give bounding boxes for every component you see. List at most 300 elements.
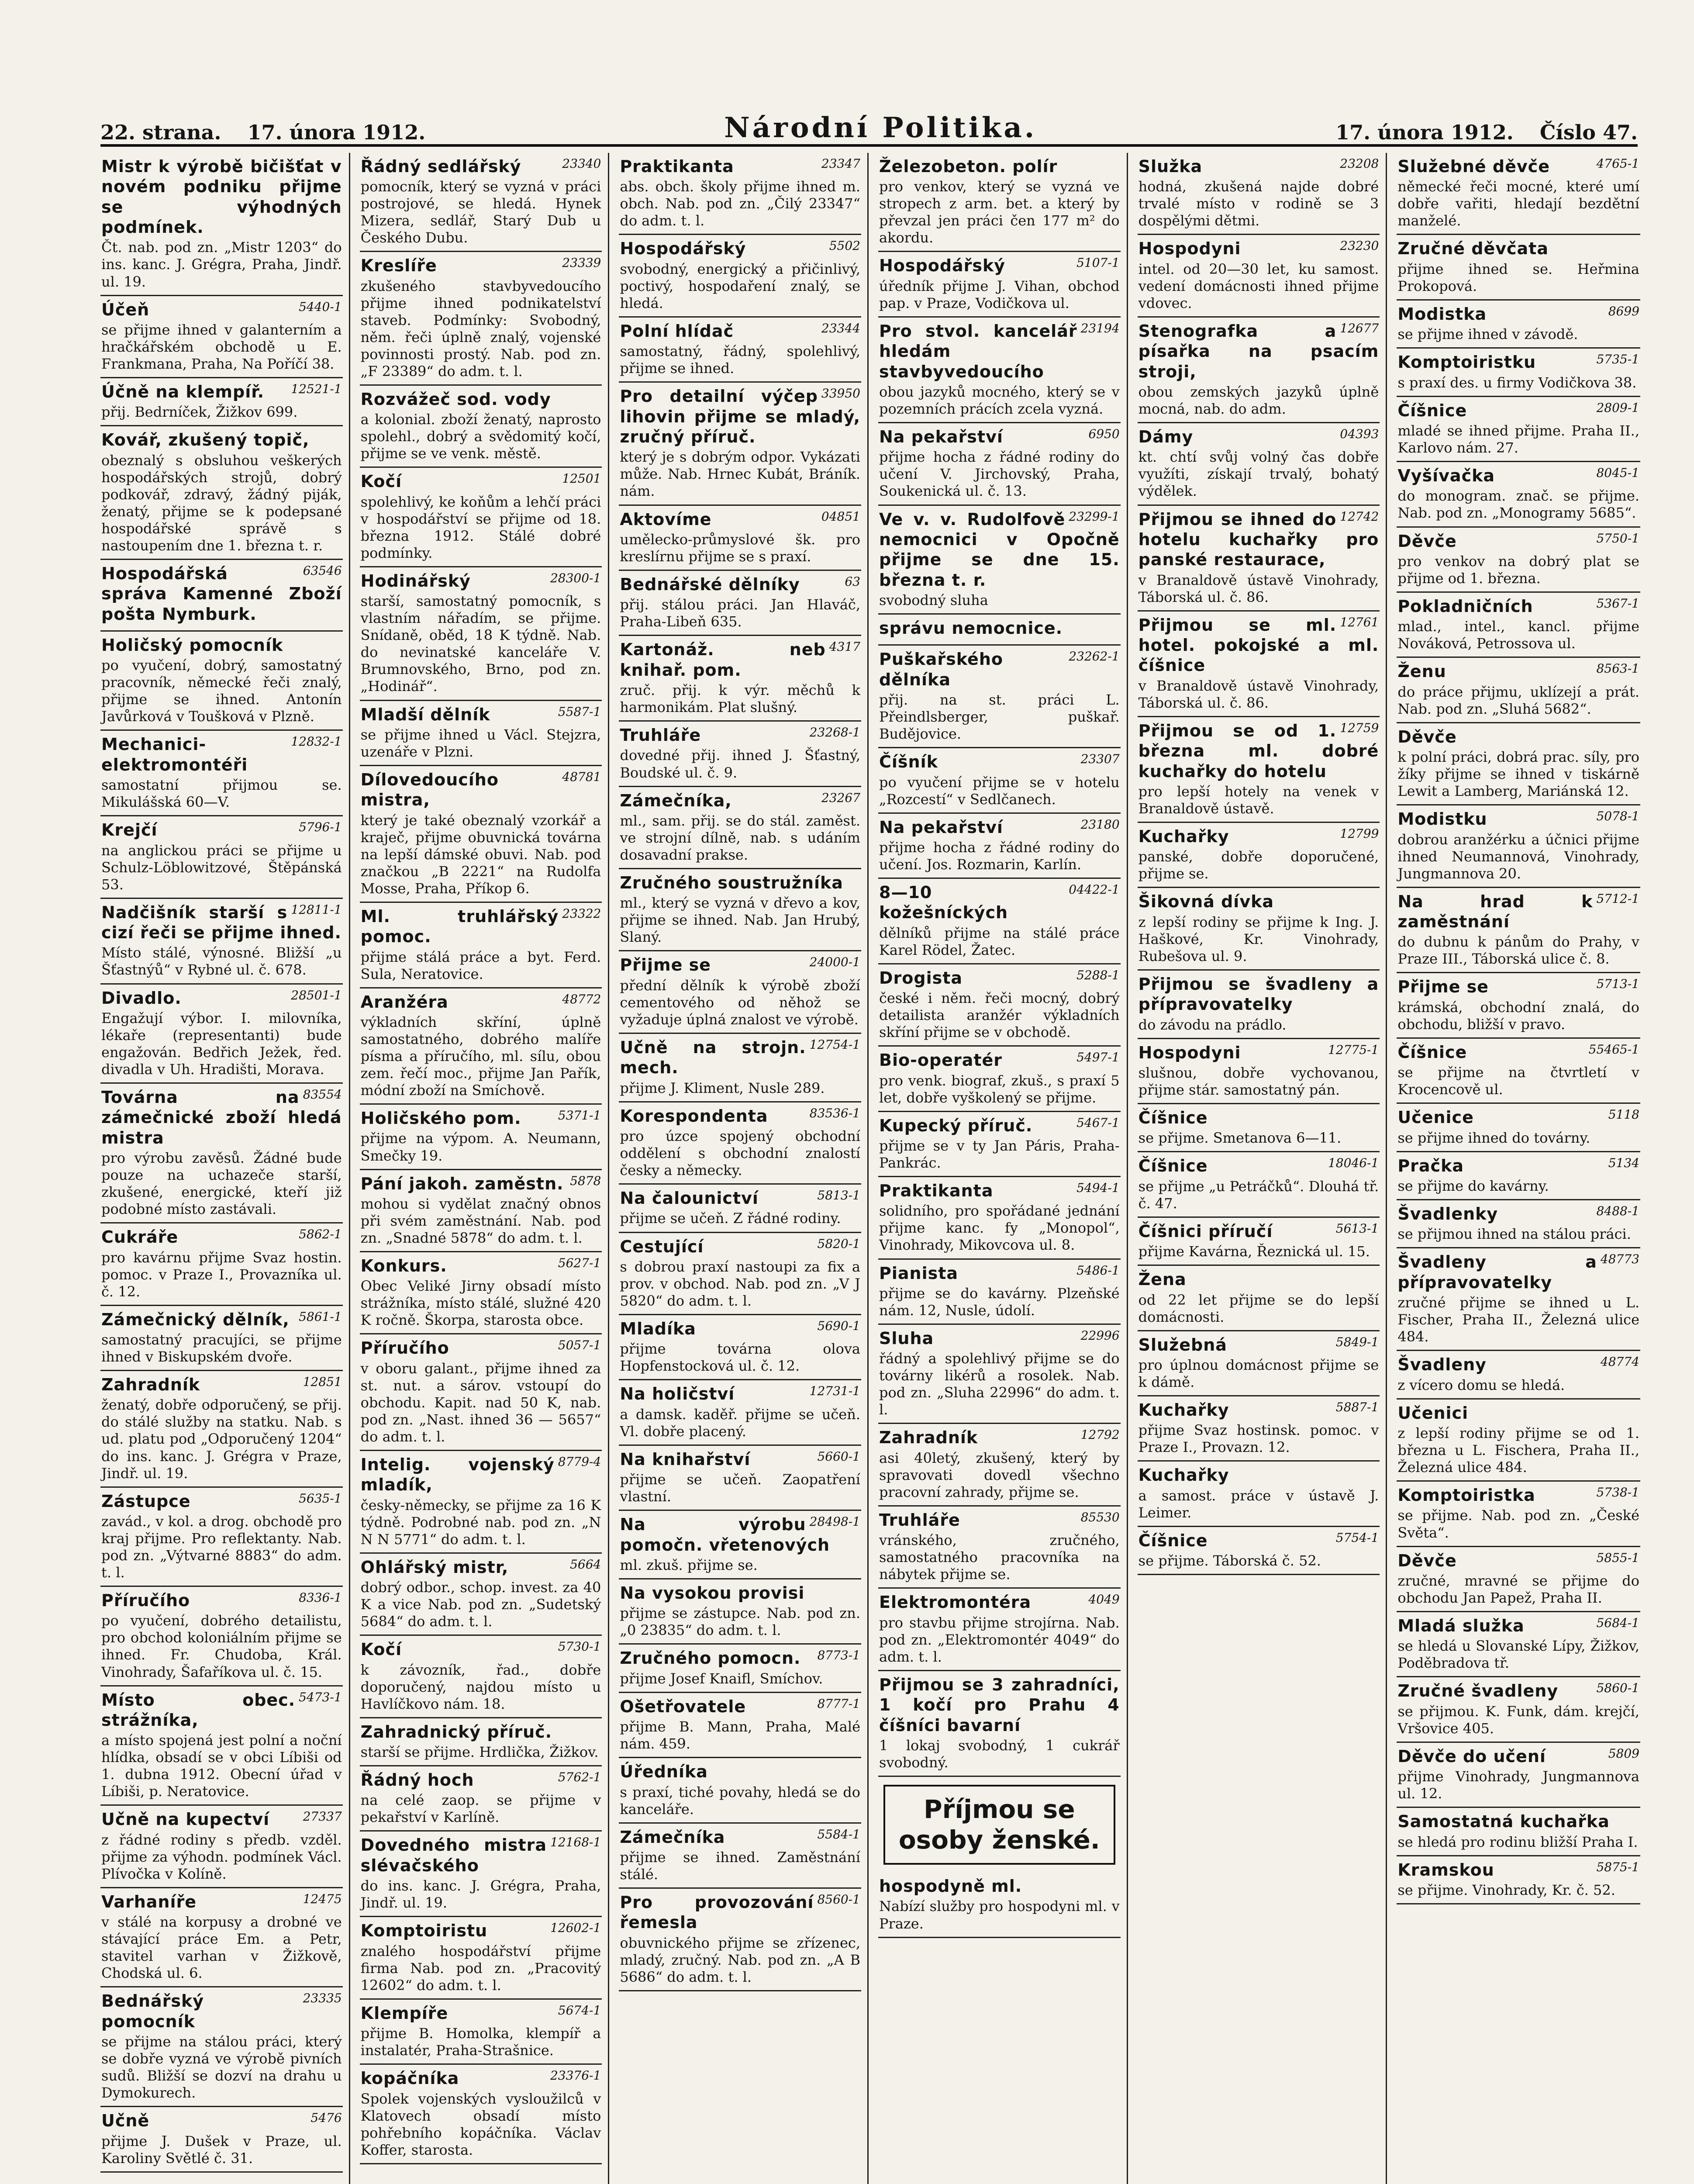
ad-heading: Na pekařství bbox=[879, 817, 1003, 837]
column-1 bbox=[100, 153, 350, 2184]
column-5 bbox=[1138, 153, 1387, 2184]
classified-ad bbox=[100, 378, 343, 426]
ad-number: 23180 bbox=[1080, 817, 1120, 832]
ad-heading: Zručného soustružníka bbox=[620, 873, 843, 892]
ad-heading: kopáčníka bbox=[360, 2069, 459, 2088]
ad-text: se přijme ihned u Václ. Stejzra, uzenáře v Plzni. bbox=[360, 726, 601, 760]
ad-text: do práce přijmu, uklízejí a prát. Nab. pod zn. „Sluhá 5682“. bbox=[1397, 683, 1639, 717]
ad-text: do dubnu k pánům do Prahy, v Praze III., Táborská ulice č. 8. bbox=[1397, 933, 1639, 968]
classified-ad bbox=[1138, 1462, 1380, 1527]
ad-number: 23268-1 bbox=[809, 725, 860, 740]
ad-heading: Ošetřovatele bbox=[620, 1697, 746, 1716]
classified-ad bbox=[878, 1424, 1121, 1506]
ad-heading: Zástupce bbox=[101, 1491, 191, 1511]
classified-ad bbox=[878, 1671, 1121, 1777]
ad-text: pro venkov na dobrý plat se přijme od 1. března. bbox=[1397, 553, 1639, 587]
ad-heading: Děvče bbox=[1397, 531, 1457, 551]
ad-number: 12677 bbox=[1340, 321, 1379, 335]
ad-heading: Služka bbox=[1138, 157, 1203, 176]
ad-number: 5855-1 bbox=[1596, 1550, 1639, 1565]
classified-ad bbox=[619, 1579, 861, 1645]
ad-heading: Pračka bbox=[1397, 1156, 1464, 1175]
ad-text: krámská, obchodní znalá, do obchodu, bližší v pravo. bbox=[1397, 999, 1639, 1033]
ad-number: 4317 bbox=[829, 639, 860, 654]
ad-number: 5664 bbox=[570, 1557, 601, 1572]
ad-text: přij. stálou práci. Jan Hlaváč, Praha-Libeň 635. bbox=[620, 596, 860, 630]
ad-number: 5486-1 bbox=[1076, 1263, 1120, 1278]
ad-text: mlad., intel., kancl. přijme Nováková, Petrossova ul. bbox=[1397, 618, 1639, 652]
column-6 bbox=[1397, 153, 1646, 2184]
ad-text: a damsk. kaděř. přijme se učeň. Vl. dobře placený. bbox=[620, 1406, 860, 1440]
ad-heading: Komptoiristku bbox=[1397, 352, 1536, 372]
ad-number: 23376-1 bbox=[550, 2068, 601, 2083]
classified-ad bbox=[1397, 888, 1640, 974]
ad-number: 12811-1 bbox=[291, 902, 342, 917]
classified-ad bbox=[878, 423, 1121, 505]
ad-number: 5820-1 bbox=[817, 1236, 860, 1251]
ad-text: po vyučení, dobrého detailistu, pro obchod koloniálním přijme se ihned. Fr. Chudoba, Král. Vinohrady, Šafaříkova ul. č. 15. bbox=[101, 1612, 342, 1680]
ad-number: 28498-1 bbox=[809, 1514, 860, 1529]
ad-text: a místo spojená jest polní a noční hlídka, obsadí se v obci Líbiši od 1. dubna 1912. Obecní úřad v Líbiši, p. Neratovice. bbox=[101, 1732, 342, 1800]
ad-heading: Ve v. v. Rudolfově nemocnici v Opočně přijme se dne 15. března t. r. bbox=[879, 509, 1120, 590]
classified-ad bbox=[878, 879, 1121, 964]
ad-number: 5796-1 bbox=[299, 820, 342, 835]
classified-ad bbox=[619, 1824, 861, 1889]
ad-number: 12759 bbox=[1340, 720, 1379, 735]
classified-ad bbox=[619, 1645, 861, 1693]
classified-ad bbox=[1397, 301, 1640, 349]
classified-ad bbox=[360, 1718, 602, 1766]
ad-text: na anglickou práci se přijme u Schulz-Löblowitzové, Štěpánská 53. bbox=[101, 842, 342, 893]
ad-text: hodná, zkušená najde dobré trvalé místo v rodině se 3 dospělými dětmi. bbox=[1138, 178, 1379, 229]
ad-text: umělecko-průmyslové šk. pro kreslírnu přijme se s praxí. bbox=[620, 531, 860, 565]
ad-text: kt. chtí svůj volný čas dobře využíti, získají trvalý, bohatý výdělek. bbox=[1138, 449, 1379, 500]
ad-number: 8779-4 bbox=[558, 1454, 601, 1469]
classified-ad bbox=[360, 153, 602, 252]
classified-ad bbox=[360, 903, 602, 988]
classified-ad bbox=[619, 1315, 861, 1380]
ad-heading: Komptoiristka bbox=[1397, 1486, 1535, 1505]
ad-number: 5107-1 bbox=[1076, 256, 1120, 270]
ad-heading: Truhláře bbox=[620, 726, 701, 745]
ad-number: 5371-1 bbox=[558, 1108, 601, 1123]
ad-text: který je také obeznalý vzorkář a kraječ, přijme obuvnická továrna na lepší dámské obuvi. Nab. pod značkou „B 2221“ na Rudolfa Mosse, Praha, Příkop 6. bbox=[360, 812, 601, 897]
classified-ad bbox=[878, 1873, 1121, 1938]
ad-heading: Rozvážeč sod. vody bbox=[360, 390, 551, 409]
ad-number: 5476 bbox=[311, 2111, 342, 2125]
classified-ad bbox=[360, 1832, 602, 1917]
ad-heading: Kuchařky bbox=[1138, 1400, 1229, 1420]
ad-text: solidního, pro spořádané jednání přijme kanc. fy „Monopol“, Vinohrady, Mikovcova ul. 8. bbox=[879, 1203, 1120, 1254]
ad-number: 23322 bbox=[562, 906, 601, 921]
ad-text: slušnou, dobře vychovanou, přijme stár. samostatný pán. bbox=[1138, 1064, 1379, 1098]
ad-text: zruč. přij. k výr. měchů k harmonikám. Plat slušný. bbox=[620, 682, 860, 716]
classified-ad bbox=[360, 1334, 602, 1451]
ad-heading: Služebné děvče bbox=[1397, 157, 1550, 176]
classified-ad bbox=[360, 1766, 602, 1832]
ad-number: 5862-1 bbox=[299, 1227, 342, 1242]
classified-ad bbox=[100, 731, 343, 816]
classified-ad bbox=[1138, 1331, 1380, 1396]
ad-heading: Továrna na zámečnické zboží hledá mistra bbox=[101, 1087, 342, 1147]
ad-text: ml., který se vyzná v dřevo a kov, přijme se ihned. Nab. Jan Hrubý, Slaný. bbox=[620, 895, 860, 946]
ad-heading: Konkurs. bbox=[360, 1256, 447, 1275]
classified-ad bbox=[1138, 1396, 1380, 1462]
classified-ad bbox=[1138, 717, 1380, 823]
ad-number: 5467-1 bbox=[1076, 1115, 1120, 1130]
ad-text: přijme Kavárna, Řeznická ul. 15. bbox=[1138, 1243, 1370, 1260]
ad-number: 33950 bbox=[821, 386, 860, 401]
ad-text: přijme J. Dušek v Praze, ul. Karoliny Světlé č. 31. bbox=[101, 2132, 342, 2167]
ad-text: dobrý odbor., schop. invest. za 40 K a vice Nab. pod zn. „Sudetský 5684“ do adm. t. l. bbox=[360, 1579, 601, 1630]
classified-ad bbox=[619, 1693, 861, 1758]
classified-ad bbox=[360, 1917, 602, 1999]
classified-ad bbox=[1397, 528, 1640, 593]
ad-text: k závozník, řad., dobře doporučený, najdou místo u Havlíčkovo nám. 18. bbox=[360, 1661, 601, 1712]
ad-heading: Přijmou se švadleny a přípravovatelky bbox=[1138, 974, 1379, 1014]
ad-number: 48781 bbox=[562, 769, 601, 784]
ad-heading: Klempíře bbox=[360, 2003, 449, 2023]
ad-number: 28501-1 bbox=[291, 988, 342, 1002]
ad-text: přijme se učeň. Z řádné rodiny. bbox=[620, 1210, 841, 1227]
ad-text: se přijme. Nab. pod zn. „České Světa“. bbox=[1397, 1507, 1639, 1541]
ad-heading: Dámy bbox=[1138, 427, 1194, 447]
ad-heading: Kreslíře bbox=[360, 256, 437, 276]
ad-number: 12761 bbox=[1340, 615, 1379, 629]
ad-text: zkušeného stavbyvedoucího přijme ihned podnikatelství staveb. Podmínky: Svobodný, něm. řeči úplně znalý, vojenské povinnosti prostý. Nab. pod zn. „F 23389“ do adm. t. l. bbox=[360, 277, 601, 380]
ad-text: pro kavárnu přijme Svaz hostin. pomoc. v Praze I., Provazníka ul. č. 12. bbox=[101, 1249, 342, 1300]
ad-heading: Šikovná dívka bbox=[1138, 892, 1274, 912]
classified-ad bbox=[619, 1034, 861, 1102]
classified-ad bbox=[1397, 1039, 1640, 1104]
classified-ad bbox=[100, 1371, 343, 1488]
ad-heading: Švadleny a přípravovatelky bbox=[1397, 1252, 1597, 1292]
classified-ad bbox=[878, 318, 1121, 423]
ad-number: 04851 bbox=[821, 509, 860, 524]
ad-heading: Bednářské dělníky bbox=[620, 574, 800, 594]
ad-number: 5502 bbox=[829, 238, 860, 253]
ad-number: 5878 bbox=[570, 1173, 601, 1188]
ad-number: 5497-1 bbox=[1076, 1050, 1120, 1065]
ad-number: 12832-1 bbox=[291, 734, 342, 749]
classified-ad bbox=[1138, 1266, 1380, 1331]
ad-heading: Děvče do učení bbox=[1397, 1746, 1546, 1766]
classified-ad bbox=[619, 1185, 861, 1233]
ad-number: 23262-1 bbox=[1069, 649, 1120, 664]
classified-ad bbox=[1138, 1527, 1380, 1575]
ad-heading: Učenici bbox=[1397, 1403, 1469, 1423]
ad-number: 4765-1 bbox=[1596, 156, 1639, 171]
masthead-left bbox=[100, 121, 425, 144]
ad-text: z vícero domu se hledá. bbox=[1397, 1376, 1565, 1393]
ad-heading: Úředníka bbox=[620, 1762, 708, 1782]
ad-text: a samost. práce v ústavě J. Leimer. bbox=[1138, 1487, 1379, 1521]
ad-heading: Na výrobu pomočn. vřetenových bbox=[620, 1515, 830, 1555]
classified-ad bbox=[878, 1112, 1121, 1177]
ad-text: pro výrobu zavěsů. Žádné bude pouze na uchazeče starší, zkušené, energické, kteří již podobné místo zastávali. bbox=[101, 1150, 342, 1218]
ad-text: zručné, mravné se přijme do obchodu Jan Papež, Praha II. bbox=[1397, 1572, 1639, 1606]
ad-text: po vyučení, dobrý, samostatný pracovník, německé řeči znalý, přijme se ihned. Antonín Javůrková v Toušková v Plzně. bbox=[101, 657, 342, 725]
ad-number: 63 bbox=[845, 574, 860, 589]
ad-heading: Zámečnický dělník, bbox=[101, 1310, 290, 1329]
ad-number: 5078-1 bbox=[1596, 809, 1639, 824]
ad-text: ženatý, dobře odporučený, se přij. do stálé služby na statku. Nab. s ud. platu pod „Odporučený 1204“ do ins. kanc. J. Grégra v Praze, Jindř. ul. 19. bbox=[101, 1396, 342, 1482]
ad-number: 5735-1 bbox=[1596, 352, 1639, 367]
ad-heading: Kuchařky bbox=[1138, 1465, 1229, 1485]
ad-number: 22996 bbox=[1080, 1328, 1120, 1343]
ad-text: se přijme do kavárny. bbox=[1397, 1178, 1549, 1195]
ad-text: přijme Vinohrady, Jungmannova ul. 12. bbox=[1397, 1768, 1639, 1802]
ad-text: který je s dobrým odpor. Vykázati může. Nab. Hrnec Kubát, Bráník. nám. bbox=[620, 449, 860, 500]
ad-heading: Mladá služka bbox=[1397, 1616, 1525, 1635]
classified-ad bbox=[1397, 1856, 1640, 1904]
ad-text: samostatní přijmou se. Mikulášská 60—V. bbox=[101, 777, 342, 811]
ad-text: Nabízí služby pro hospodyni ml. v Praze. bbox=[879, 1898, 1120, 1932]
ad-heading: Číšnice bbox=[1138, 1531, 1208, 1550]
ad-text: přijme se učeň. Zaopatření vlastní. bbox=[620, 1471, 860, 1505]
ad-heading: Pianista bbox=[879, 1263, 959, 1283]
ad-text: abs. obch. školy přijme ihned m. obch. Nab. pod zn. „Čilý 23347“ do adm. t. l. bbox=[620, 178, 860, 229]
ad-heading: Zručné děvčata bbox=[1397, 239, 1549, 259]
classified-ad bbox=[1397, 593, 1640, 658]
classified-ad bbox=[1397, 235, 1640, 300]
ad-number: 12754-1 bbox=[809, 1037, 860, 1052]
classified-ad bbox=[360, 2000, 602, 2065]
ad-text: z řádné rodiny s předb. vzděl. přijme za výhodn. podmínek Václ. Plívočka v Kolíně. bbox=[101, 1831, 342, 1882]
ad-heading: Děvče bbox=[1397, 727, 1457, 746]
classified-ad bbox=[878, 1589, 1121, 1671]
ad-text: svobodný, energický a přičinlivý, poctivý, hospodaření znalý, se hledá. bbox=[620, 260, 860, 311]
ad-text: 1 lokaj svobodný, 1 cukrář svobodný. bbox=[879, 1737, 1120, 1771]
classified-ad bbox=[619, 571, 861, 636]
ad-heading: Zámečníka, bbox=[620, 791, 732, 810]
ad-heading: Přijme se bbox=[620, 955, 711, 975]
ad-text: se přijme „u Petráčků“. Dlouhá tř. č. 47. bbox=[1138, 1178, 1379, 1212]
ad-text: mladé se ihned přijme. Praha II., Karlovo nám. 27. bbox=[1397, 422, 1639, 456]
ad-number: 12851 bbox=[303, 1375, 342, 1389]
ad-number: 55465-1 bbox=[1588, 1042, 1639, 1057]
classified-ad bbox=[619, 1446, 861, 1511]
classified-ad bbox=[619, 1758, 861, 1823]
classified-ad bbox=[878, 615, 1121, 646]
ad-text: pro úplnou domácnost přijme se k dámě. bbox=[1138, 1356, 1379, 1390]
ad-text: svobodný sluha bbox=[879, 591, 988, 608]
ad-heading: Mistr k výrobě bičišťat v novém podniku přijme se výhodných podmínek. bbox=[101, 157, 342, 237]
ad-text: se přijme na čtvrtletí v Krocencově ul. bbox=[1397, 1064, 1639, 1098]
ad-text: přijme B. Homolka, klempíř a instalatér, Praha-Strašnice. bbox=[360, 2025, 601, 2059]
newspaper-title: Národní Politika. bbox=[724, 111, 1037, 144]
classified-ad bbox=[619, 951, 861, 1033]
ad-heading: Aranžéra bbox=[360, 992, 449, 1012]
classified-ad bbox=[1138, 506, 1380, 612]
ad-text: přijme továrna olova Hopfenstocková ul. č. 12. bbox=[620, 1341, 860, 1375]
ad-heading: Pro provozování řemesla bbox=[620, 1893, 814, 1932]
ad-number: 12475 bbox=[303, 1891, 342, 1906]
ad-number: 5494-1 bbox=[1076, 1181, 1120, 1196]
ad-heading: Hospodářský bbox=[879, 256, 1006, 276]
ad-number: 85530 bbox=[1080, 1510, 1120, 1524]
ad-heading: Přijmou se 3 zahradníci, 1 kočí pro Prahu 4 číšníci bavarní bbox=[879, 1675, 1120, 1735]
ad-heading: 8—10 kožešníckých bbox=[879, 882, 1008, 923]
ad-text: asi 40letý, zkušený, který by spravovati dovedl všechno pracovní zahrady, přijme se. bbox=[879, 1449, 1120, 1500]
ad-number: 5738-1 bbox=[1596, 1485, 1639, 1500]
ad-heading: Kovář, zkušený topič, bbox=[101, 430, 310, 450]
ad-number: 5288-1 bbox=[1076, 968, 1120, 982]
ad-number: 83554 bbox=[303, 1087, 342, 1102]
classified-ad bbox=[360, 1252, 602, 1334]
ad-number: 8560-1 bbox=[817, 1892, 860, 1907]
ad-heading: Přijmou se od 1. března ml. dobré kuchařky do hotelu bbox=[1138, 721, 1379, 781]
ad-text: přední dělník k výrobě zboží cementového od něhož se vyžaduje úplná znalost ve výrobě. bbox=[620, 977, 860, 1028]
ad-heading: Děvče bbox=[1397, 1551, 1457, 1570]
ad-number: 12731-1 bbox=[809, 1384, 860, 1399]
ad-number: 23339 bbox=[562, 256, 601, 270]
ad-heading: Hospodářská správa Kamenné Zboží pošta Nymburk. bbox=[101, 563, 342, 624]
classified-ad bbox=[1138, 318, 1380, 423]
ad-text: pro venkov, který se vyzná ve stropech z arm. bet. a který by převzal jen práci čen 177 m² do akordu. bbox=[879, 178, 1120, 246]
ad-heading: Na vysokou provisi bbox=[620, 1583, 805, 1603]
ad-text: výkladních skříní, úplně samostatného, dobrého malíře písma a příručího, ml. sílu, obou zem. řečí moc., přijme Jan Pařík, módní zboží na Smíchově. bbox=[360, 1013, 601, 1099]
ad-text: s praxí, tiché povahy, hledá se do kanceláře. bbox=[620, 1783, 860, 1818]
ad-text: přijme hocha z řádné rodiny do učení. Jos. Rozmarin, Karlín. bbox=[879, 839, 1120, 873]
ad-heading: Číšnice bbox=[1397, 1042, 1467, 1062]
classified-ad bbox=[619, 506, 861, 571]
ad-number: 5584-1 bbox=[817, 1827, 860, 1842]
ad-text: dělníků přijme na stálé práce Karel Rödel, Žatec. bbox=[879, 924, 1120, 958]
ad-number: 5118 bbox=[1608, 1107, 1639, 1122]
ad-heading: Pání jakoh. zaměstn. bbox=[360, 1174, 564, 1193]
ad-text: Místo stálé, výnosné. Bližší „u Šťastnýů“ v Rybné ul. č. 678. bbox=[101, 944, 342, 978]
ad-text: do monogram. znač. se přijme. Nab. pod zn. „Monogramy 5685“. bbox=[1397, 487, 1639, 522]
classified-ad bbox=[1138, 971, 1380, 1039]
ad-heading: Místo obec. strážníka, bbox=[101, 1690, 296, 1730]
ad-text: se přijmou ihned na stálou práci. bbox=[1397, 1226, 1631, 1243]
classified-ad bbox=[100, 1806, 343, 1888]
ad-number: 5887-1 bbox=[1335, 1400, 1379, 1415]
classified-ad bbox=[878, 646, 1121, 748]
classified-ad bbox=[360, 386, 602, 468]
ad-heading: Komptoiristu bbox=[360, 1921, 488, 1941]
ad-number: 5690-1 bbox=[817, 1318, 860, 1333]
ad-heading: Intelig. vojenský mladík, bbox=[360, 1455, 555, 1495]
ad-heading: Kupecký příruč. bbox=[879, 1116, 1033, 1135]
ad-heading: Dovedného mistra slévačského bbox=[360, 1835, 547, 1875]
ad-heading: Na pekařství bbox=[879, 427, 1003, 447]
classified-ad bbox=[878, 1047, 1121, 1112]
ad-heading: Cestující bbox=[620, 1237, 704, 1256]
ad-heading: Železobeton. polír bbox=[879, 157, 1058, 176]
classified-ad bbox=[619, 722, 861, 787]
ad-heading: Krejčí bbox=[101, 820, 158, 840]
ad-text: spolehlivý, ke koňům a lehčí práci v hospodářství se přijme od 18. března 1912. Stálé dobré podmínky. bbox=[360, 493, 601, 561]
classified-ad bbox=[878, 1260, 1121, 1325]
ad-heading: Zámečníka bbox=[620, 1827, 725, 1847]
classified-ad bbox=[878, 964, 1121, 1047]
classified-ad bbox=[619, 869, 861, 951]
ad-heading: Švadleny bbox=[1397, 1355, 1487, 1375]
classified-ad bbox=[1397, 723, 1640, 805]
ad-text: se hledá pro rodinu bližší Praha I. bbox=[1397, 1833, 1638, 1850]
ad-heading: Modistku bbox=[1397, 809, 1487, 829]
ad-number: 5730-1 bbox=[558, 1639, 601, 1654]
classified-ad bbox=[1397, 1547, 1640, 1612]
ad-heading: Nadčišník starší s cizí řeči se přijme ihned. bbox=[101, 902, 342, 943]
ad-heading: Na holičství bbox=[620, 1384, 735, 1404]
ad-number: 4049 bbox=[1088, 1592, 1120, 1607]
ad-number: 63546 bbox=[303, 563, 342, 578]
classified-ad bbox=[878, 252, 1121, 317]
ad-text: dovedné přij. ihned J. Šťastný, Boudské ul. č. 9. bbox=[620, 747, 860, 781]
ad-heading: Pro detailní výčep lihovin přijme se mladý, zručný příruč. bbox=[620, 387, 860, 447]
ad-number: 04393 bbox=[1340, 427, 1379, 442]
ad-text: přij. na st. práci L. Přeindlsberger, puškař. Budějovice. bbox=[879, 691, 1120, 743]
ad-number: 12742 bbox=[1340, 509, 1379, 524]
ad-number: 23194 bbox=[1080, 321, 1120, 335]
ad-text: pro venk. biograf, zkuš., s praxí 5 let, dobře vyškolený se přijme. bbox=[879, 1072, 1120, 1106]
ad-text: řádný a spolehlivý přijme se do továrny likérů a rosolek. Nab. pod zn. „Sluha 22996“ do adm. t. l. bbox=[879, 1350, 1120, 1418]
ad-number: 8773-1 bbox=[817, 1648, 860, 1663]
ad-number: 5750-1 bbox=[1596, 531, 1639, 546]
ad-heading: Učně bbox=[101, 2111, 150, 2131]
classified-ad bbox=[1138, 823, 1380, 888]
ad-text: pro úzce spojený obchodní oddělení s obchodní znalostí česky a německy. bbox=[620, 1128, 860, 1179]
classified-ad bbox=[619, 787, 861, 869]
ad-text: v Branaldově ústavě Vinohrady, Táborská ul. č. 86. bbox=[1138, 571, 1379, 605]
ad-heading: Kartonáž. neb knihař. pom. bbox=[620, 640, 826, 680]
classified-ad bbox=[878, 1325, 1121, 1424]
classified-ad bbox=[100, 985, 343, 1084]
ad-number: 5440-1 bbox=[299, 299, 342, 314]
ad-heading: Hodinářský bbox=[360, 571, 471, 591]
classified-ad bbox=[100, 1223, 343, 1306]
classified-ad bbox=[1397, 153, 1640, 235]
ad-number: 8488-1 bbox=[1596, 1204, 1639, 1219]
ad-heading: Pro stvol. kancelář hledám stavbyvedoucího bbox=[879, 321, 1077, 381]
ad-number: 23307 bbox=[1080, 752, 1120, 767]
ad-heading: Holičský pomocník bbox=[101, 636, 283, 655]
classified-ad bbox=[1138, 235, 1380, 317]
ad-text: s dobrou praxí nastoupi za fix a prov. v obchod. Nab. pod zn. „V J 5820“ do adm. t. l. bbox=[620, 1258, 860, 1309]
ad-text: samostatný, řádný, spolehlivý, přijme se ihned. bbox=[620, 343, 860, 377]
ad-heading: Švadlenky bbox=[1397, 1204, 1498, 1224]
ad-number: 5057-1 bbox=[558, 1338, 601, 1353]
ad-number: 5367-1 bbox=[1596, 596, 1639, 611]
ad-text: přijme ihned se. Heřmina Prokopová. bbox=[1397, 260, 1639, 294]
ad-heading: Kramskou bbox=[1397, 1860, 1494, 1880]
ad-number: 23347 bbox=[821, 156, 860, 171]
ad-heading: Příručího bbox=[360, 1338, 449, 1358]
ad-number: 5587-1 bbox=[558, 704, 601, 719]
ad-number: 5684-1 bbox=[1596, 1615, 1639, 1630]
ad-text: přijme se v ty Jan Páris, Praha-Pankrác. bbox=[879, 1137, 1120, 1171]
classified-ad bbox=[619, 235, 861, 317]
ad-text: dobrou aranžérku a účnici přijme ihned Neumannová, Vinohrady, Jungmannova 20. bbox=[1397, 831, 1639, 882]
classified-ad bbox=[360, 766, 602, 903]
ad-text: se přijme ihned do továrny. bbox=[1397, 1129, 1590, 1146]
ad-text: obou zemských jazyků úplně mocná, nab. do adm. bbox=[1138, 383, 1379, 418]
classified-ad bbox=[1397, 805, 1640, 888]
ad-text: se hledá u Slovanské Lípy, Žižkov, Poděbradova tř. bbox=[1397, 1638, 1639, 1672]
ad-heading: Drogista bbox=[879, 968, 963, 988]
masthead-right bbox=[1335, 121, 1638, 144]
column-4 bbox=[878, 153, 1128, 2184]
ad-heading: Učenice bbox=[1397, 1108, 1474, 1127]
ad-number: 5473-1 bbox=[299, 1690, 342, 1704]
ad-heading: Číšnice bbox=[1397, 401, 1467, 420]
classified-ad bbox=[1397, 1351, 1640, 1399]
classified-ad bbox=[100, 1888, 343, 1987]
ad-number: 23230 bbox=[1340, 238, 1379, 253]
